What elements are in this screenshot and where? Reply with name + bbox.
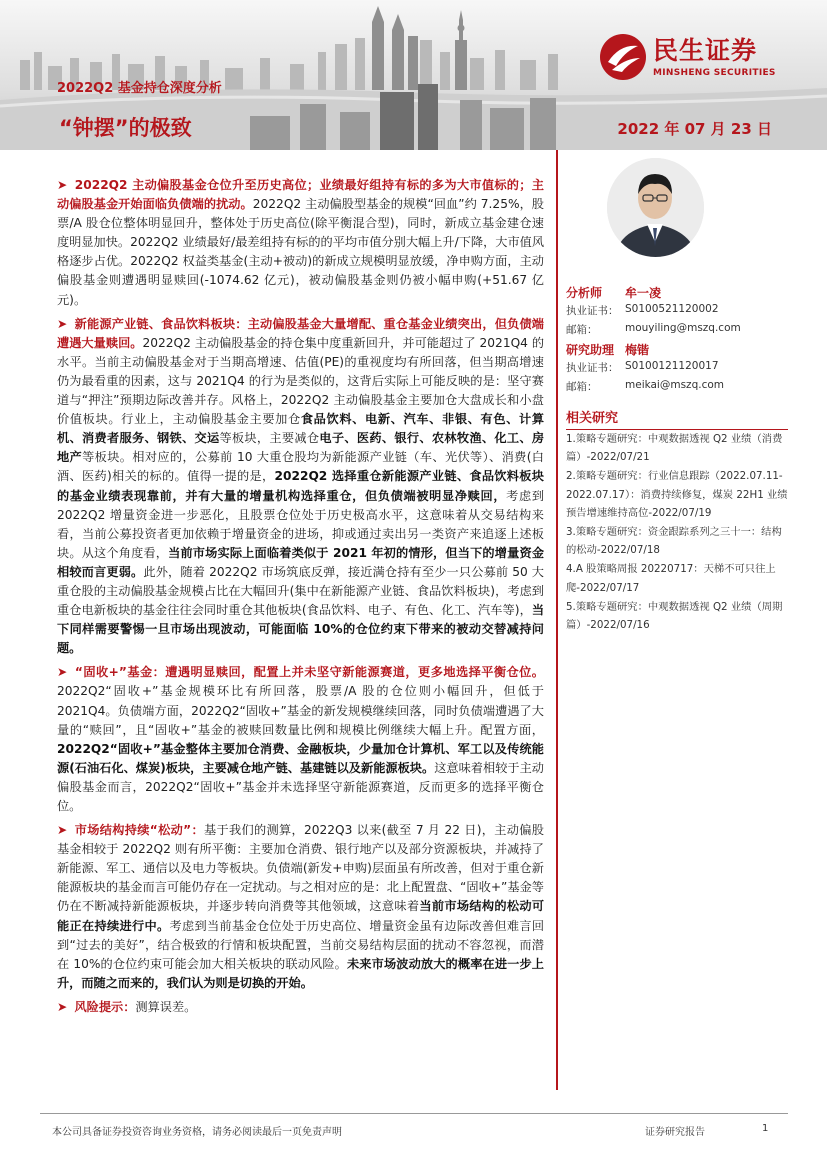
cert-number: S0100121120017: [625, 360, 719, 372]
assistant-label: 研究助理: [566, 343, 615, 357]
summary-paragraph: [57, 663, 544, 816]
paragraph-text: 考虑到当前基金仓位处于历史高位、增量资金虽有边际改善但难言回到“过去的美好”，结合极致的行情和板块配置，当前交易结构层面的扰动不容忽视，而潜在 10%的仓位约束可能会加大相关板块的联动风险。: [57, 918, 545, 971]
related-research-item[interactable]: 4.A 股策略周报 20220717：天梯不可只往上爬-2022/07/17: [566, 563, 776, 594]
footer-divider: [40, 1113, 788, 1114]
paragraph-text: 此外，随着 2022Q2 市场筑底反弹，接近满仓持有至少一只公募前 50 大重仓股的主动偏股基金规模占比在大幅回升(集中在新能源产业链、食品饮料板块)，考虑到重仓电新板块的基金往往会同时重仓其他板块(食品饮料、电子、有色、化工、汽车等)，: [57, 564, 544, 618]
analyst-portrait-icon: [607, 158, 704, 257]
bold-highlight: 当前市场结构的松动可能正在持续进行中。: [57, 899, 545, 933]
minsheng-logo-icon: [598, 32, 648, 82]
paragraph-lead: “固收+”基金：遭遇明显赎回，配置上并未坚守新能源赛道，更多地选择平衡仓位。: [74, 665, 544, 680]
paragraph-text: 考虑到 2022Q2 增量资金进一步恶化，且股票仓位处于历史极高水平，这意味着从交易结构来看，当前公募投资者更加依赖于增量资金的进场，抑或通过卖出另一类资产来追逐上述板块。从这个角度看，: [57, 488, 545, 560]
paragraph-text: 基于我们的测算，2022Q3 以来(截至 7 月 22 日)，主动偏股基金相较于 2022Q2 则有所平衡：主要加仓消费、银行地产以及部分资源板块，并减持了新能源、军工、通信以及电力等板块。负债端(新发+申购)层面虽有所改善，但对于重仓新能源板块的基金而言可能仍存在一定扰动。与之相对应的是：北上配置盘、“固收+”基金等仍在不断减持新能源板块，并逐步转向消费等其他领域，这意味着: [57, 823, 544, 914]
summary-paragraph: [57, 821, 544, 993]
related-research-list: [566, 430, 788, 635]
paragraph-lead: 2022Q2 主动偏股基金仓位升至历史高位；业绩最好组持有标的多为大市值标的；主动偏股基金开始面临负债端的扰动。: [57, 178, 544, 212]
assistant-row: [566, 341, 786, 360]
summary-paragraph: [57, 998, 544, 1017]
paragraph-text: 测算误差。: [135, 999, 197, 1014]
bullet-arrow-icon: ➤: [57, 178, 72, 192]
paragraph-lead: 新能源产业链、食品饮料板块：主动偏股基金大量增配、重仓基金业绩突出，但负债端遭遇大量赎回。: [57, 316, 544, 350]
cert-label: 执业证书：: [566, 305, 619, 317]
cert-row: [566, 303, 786, 322]
footer-report-type: 证券研究报告: [645, 1127, 705, 1138]
email-row: [566, 379, 786, 398]
header-banner: [0, 0, 827, 150]
paragraph-text: 这意味着相较于主动偏股基金而言，2022Q2“固收+”基金并未选择坚守新能源赛道，反而更多的选择平衡仓位。: [57, 760, 544, 813]
summary-paragraph: [57, 315, 544, 659]
related-research-item[interactable]: 2.策略专题研究：行业信息跟踪（2022.07.11-2022.07.17）：消费持续修复，煤炭 22H1 业绩预告增速维持高位-2022/07/19: [566, 470, 788, 519]
related-research-item[interactable]: 5.策略专题研究：中观数据透视 Q2 业绩（周期篇）-2022/07/16: [566, 600, 783, 632]
bold-highlight: 2022Q2 选择重仓新能源产业链、食品饮料板块的基金业绩表现靠前，并有大量的增量机构选择重仓，但负债端被明显净赎回，: [57, 469, 544, 503]
bullet-arrow-icon: ➤: [57, 999, 72, 1014]
analyst-info: [566, 284, 786, 398]
company-logo: [598, 28, 808, 88]
summary-paragraph: [57, 176, 544, 310]
cert-label: 执业证书：: [566, 362, 619, 374]
bullet-arrow-icon: ➤: [57, 316, 72, 331]
analyst-photo: [607, 158, 704, 257]
cert-row: [566, 360, 786, 379]
report-title: “钟摆”的极致: [59, 116, 192, 140]
bold-highlight: 食品饮料、电新、汽车、非银、有色、计算机、消费者服务、钢铁、交运: [57, 412, 545, 446]
related-research-item[interactable]: 1.策略专题研究：中观数据透视 Q2 业绩（消费篇）-2022/07/21: [566, 433, 783, 464]
column-divider: [556, 150, 558, 1090]
brand-name-en: MINSHENG SECURITIES: [653, 68, 776, 78]
related-research-heading: 相关研究: [566, 407, 788, 430]
analyst-row: [566, 284, 786, 303]
bold-highlight: 电子、医药、银行、农林牧渔、化工、房地产: [57, 431, 545, 465]
bold-highlight: 当前市场实际上面临着类似于 2021 年初的情形，但当下的增量资金相较而言更弱。: [57, 545, 545, 579]
paragraph-text: 2022Q2 主动偏股型基金的规模“回血”约 7.25%，股票/A 股仓位整体明显回升，整体处于历史高位(除平衡混合型)，同时，新成立基金建仓速度明显加快。2022Q2 业绩最好/最差组持有标的的平均市值分别大幅上升/下降，大市值风格逐步占优。2022Q2 权益类基金(主动+被动)的新成立规模明显放缓，净申购方面，主动偏股基金则遭遇明显赎回(-1074.62 亿元)，被动偏股基金则仍被小幅申购(+51.67 亿元)。: [57, 197, 545, 307]
email-row: [566, 322, 786, 341]
bullet-arrow-icon: ➤: [57, 823, 72, 838]
paragraph-lead: 市场结构持续“松动”：: [74, 823, 204, 838]
email-address[interactable]: mouyiling@mszq.com: [625, 322, 741, 334]
analyst-name: 牟一凌: [625, 286, 662, 300]
paragraph-lead: 风险提示：: [74, 999, 136, 1014]
report-date: 2022 年 07 月 23 日: [617, 120, 772, 138]
paragraph-text: 等板块。相对应的，公募前 10 大重仓股均为新能源产业链（车、光伏等）、消费(白酒、医药)相关的标的。值得一提的是，: [57, 450, 544, 484]
paragraph-text: 2022Q2“固收+”基金规模环比有所回落，股票/A 股的仓位则小幅回升，但低于 2021Q4。负债端方面，2022Q2“固收+”基金的新发规模继续回落，同时负债端遭遇了大量的“赎回”，且“固收+”基金的被赎回数量比例和规模比例继续大幅上升。配置方面，: [57, 684, 544, 737]
paragraph-text: 等板块，主要减仓: [219, 431, 320, 446]
paragraph-text: 2022Q2 主动偏股基金的持仓集中度重新回升，并可能超过了 2021Q4 的水平。当前主动偏股基金对于当期高增速、估值(PE)的重视度均有所回落，但当期高增速仍为最看重的因素，这与 2021Q4 的行为是类似的，这背后实际上可能反映的是：坚守赛道与“押注”预期边际改善并存。风格上，2022Q2 主动偏股基金主要加仓大盘成长和小盘价值板块。行业上，主动偏股基金主要加仓: [57, 335, 545, 427]
bold-highlight: 当下同样需要警惕一旦市场出现波动，可能面临 10%的仓位约束下带来的被动交替减持问题。: [57, 603, 544, 656]
bold-highlight: 未来市场波动放大的概率在进一步上升，而随之而来的，我们认为则是切换的开始。: [57, 956, 544, 990]
page-number: 1: [762, 1123, 769, 1134]
report-subtitle: 2022Q2 基金持仓深度分析: [57, 81, 222, 96]
related-research-item[interactable]: 3.策略专题研究：资金跟踪系列之三十一：结构的松动-2022/07/18: [566, 526, 782, 557]
analyst-label: 分析师: [566, 286, 603, 300]
email-label: 邮箱：: [566, 324, 598, 336]
summary-body: [57, 176, 544, 1022]
cert-number: S0100521120002: [625, 303, 719, 315]
email-address[interactable]: meikai@mszq.com: [625, 379, 724, 391]
footer-disclaimer: 本公司具备证券投资咨询业务资格，请务必阅读最后一页免责声明: [52, 1127, 342, 1138]
brand-name-cn: 民生证券: [653, 36, 758, 65]
bold-highlight: 2022Q2“固收+”基金整体主要加仓消费、金融板块，少量加仓计算机、军工以及传统能源(石油石化、煤炭)板块，主要减仓地产链、基建链以及新能源板块。: [57, 741, 544, 775]
bullet-arrow-icon: ➤: [57, 665, 72, 680]
email-label: 邮箱：: [566, 381, 598, 393]
assistant-name: 梅锴: [625, 343, 650, 357]
